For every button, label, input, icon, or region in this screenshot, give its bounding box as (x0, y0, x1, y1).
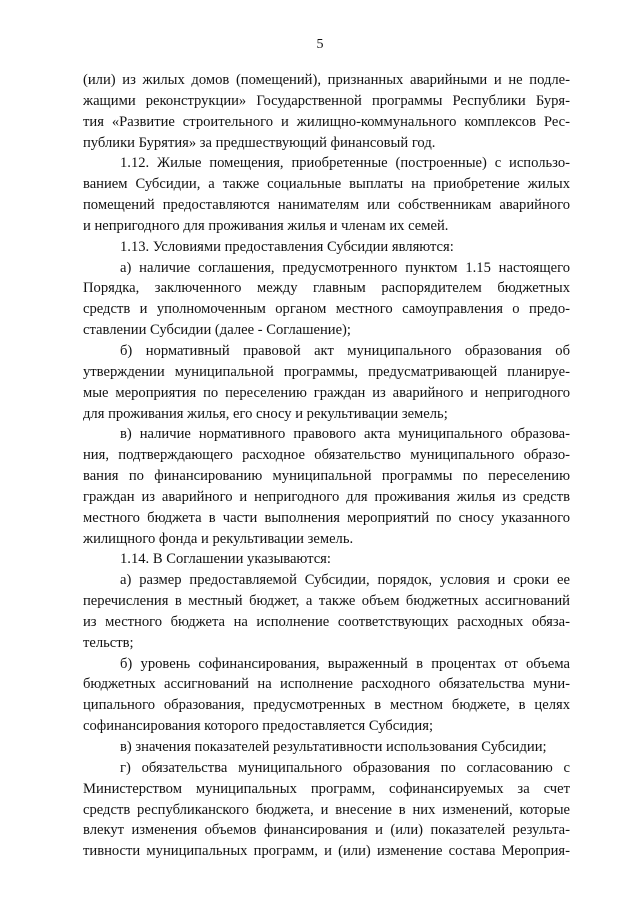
text-line: а) размер предоставляемой Субсидии, порядок, условия и сроки ее (120, 572, 570, 589)
text-line: бюджетных ассигнований на исполнение расходного обязательства муни- (83, 676, 570, 693)
document-body (83, 70, 570, 862)
text-line: помещений предоставляются нанимателям или собственникам аварийного (83, 197, 570, 214)
paragraph-p-1-14-b (83, 654, 570, 737)
text-line: средств республиканского бюджета, и внесение в них изменений, которые (83, 801, 570, 818)
text-line: в) значения показателей результативности использования Субсидии; (120, 739, 547, 755)
text-line: б) нормативный правовой акт муниципального образования об (120, 342, 570, 359)
paragraph-p-1-13 (83, 237, 570, 258)
text-line: г) обязательства муниципального образования по согласованию с (120, 759, 570, 776)
text-line: тивности муниципальных программ, и (или) изменение состава Мероприя- (83, 843, 570, 860)
text-line: софинансирования которого предоставляется Субсидия; (83, 718, 434, 735)
text-line: 1.14. В Соглашении указываются: (120, 551, 331, 568)
text-line: граждан из аварийного и непригодного для проживания жилья из средств (83, 488, 570, 505)
page-number: 5 (316, 37, 324, 52)
paragraph-p-1-14 (83, 549, 570, 570)
text-line: перечисления в местный бюджет, а также объем бюджетных ассигнований (83, 593, 570, 610)
text-line: и непригодного для проживания жилья и членам их семей. (83, 217, 449, 234)
text-line: ставлении Субсидии (далее - Соглашение); (83, 322, 351, 339)
text-line: ципального образования, предусмотренных в местном бюджете, в целях (83, 697, 570, 714)
text-line: а) наличие соглашения, предусмотренного пунктом 1.15 настоящего (120, 259, 570, 276)
text-line: влекут изменения объемов финансирования и (или) показателей результа- (83, 822, 570, 839)
paragraph-p-1-14-v (83, 737, 570, 758)
text-line: (или) из жилых домов (помещений), признанных аварийными и не подле- (83, 72, 570, 88)
text-line: Порядка, заключенного между главным распорядителем бюджетных (83, 280, 570, 297)
text-line: тельств; (83, 634, 134, 651)
paragraph-p-1-13-v (83, 424, 570, 549)
text-line: жилищного фонда и рекультивации земель. (83, 530, 354, 547)
text-line: ванием Субсидии, а также социальные выплаты на приобретение жилых (83, 176, 570, 193)
text-line: мые мероприятия по переселению граждан из аварийного и непригодного (83, 384, 570, 401)
paragraph-p-1-13-a (83, 258, 570, 341)
paragraph-p-1-14-g (83, 758, 570, 862)
text-line: из местного бюджета на исполнение соответствующих расходных обяза- (83, 613, 570, 630)
paragraph-p-1-13-b (83, 341, 570, 424)
paragraph-p-continuation (83, 70, 570, 153)
text-line: ния, подтверждающего расходное обязательство муниципального образо- (83, 447, 570, 464)
text-line: в) наличие нормативного правового акта муниципального образова- (120, 426, 570, 443)
text-line: вания по финансированию муниципальной программы по переселению (83, 468, 570, 485)
text-line: местного бюджета в части выполнения мероприятий по сносу указанного (83, 509, 570, 526)
text-line: 1.13. Условиями предоставления Субсидии являются: (120, 238, 454, 255)
text-line: публики Бурятия» за предшествующий финансовый год. (83, 134, 436, 151)
text-line: 1.12. Жилые помещения, приобретенные (построенные) с использо- (120, 155, 570, 172)
paragraph-p-1-12 (83, 153, 570, 236)
text-line: утверждении муниципальной программы, предусматривающей планируе- (83, 363, 570, 380)
text-line: средств и уполномоченным органом местного самоуправления о предо- (83, 301, 570, 318)
text-line: Министерством муниципальных программ, софинансируемых за счет (83, 780, 570, 797)
text-line: б) уровень софинансирования, выраженный в процентах от объема (120, 655, 570, 672)
text-line: жащими реконструкции» Государственной программы Республики Буря- (83, 92, 570, 109)
text-line: тия «Развитие строительного и жилищно-коммунального комплексов Рес- (83, 113, 570, 130)
text-line: для проживания жилья, его сносу и рекультивации земель; (83, 405, 448, 422)
paragraph-p-1-14-a (83, 570, 570, 653)
